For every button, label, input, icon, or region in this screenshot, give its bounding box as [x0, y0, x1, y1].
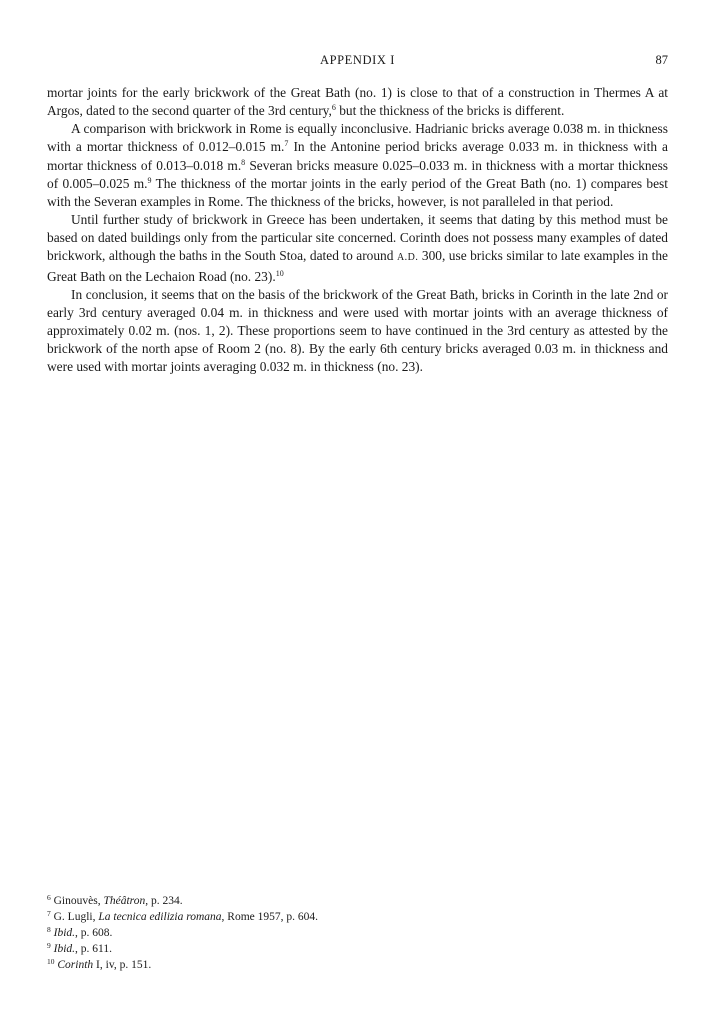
era-abbreviation: A.D.	[396, 252, 419, 264]
footnote-title: Théâtron	[103, 895, 146, 907]
footnote-text: , p. 608.	[75, 927, 113, 939]
footnote-text: G. Lugli,	[50, 911, 99, 923]
footnote-8	[47, 925, 668, 941]
footnote-10	[47, 957, 668, 973]
text-run: but the thickness of the bricks is different.	[335, 103, 565, 119]
footnote-text: I, iv, p. 151.	[93, 959, 152, 971]
footnote-number: 6	[47, 893, 51, 902]
text-run: 300, use bricks similar to late examples in the Great Bath on the Lechaion Road (no. 23).	[47, 248, 668, 284]
paragraph-1	[47, 84, 668, 120]
footnote-text: , p. 611.	[75, 943, 112, 955]
text-run: A comparison with brickwork in Rome is equally inconclusive. Hadrianic bricks average 0.038 m. in thickness with a mortar thickness of 0.012–0.015 m.	[47, 121, 668, 155]
text-run: In the Antonine period bricks average 0.033 m. in thickness with a mortar thickness of 0.013–0.018 m.	[47, 139, 668, 173]
footnote-ref-8[interactable]: 8	[241, 157, 246, 167]
text-run: mortar joints for the early brickwork of the Great Bath (no. 1) is close to that of a construction in Thermes A at Argos, dated to the second quarter of the 3rd century,	[47, 85, 668, 119]
paragraph-4	[47, 286, 668, 377]
footnote-title: Corinth	[57, 959, 94, 971]
text-run: Severan bricks measure 0.025–0.033 m. in thickness with a mortar thickness of 0.005–0.025 m.	[47, 157, 668, 191]
footnote-7	[47, 909, 668, 925]
footnote-text: , p. 234.	[145, 895, 183, 907]
footnote-title: La tecnica edilizia romana	[98, 911, 222, 923]
footnote-text: , Rome 1957, p. 604.	[221, 911, 319, 923]
footnote-9	[47, 941, 668, 957]
footnote-6	[47, 893, 668, 909]
body-text	[47, 84, 668, 377]
paragraph-3	[47, 211, 668, 286]
paragraph-2	[47, 120, 668, 211]
footnote-ref-10[interactable]: 10	[275, 268, 284, 278]
footnote-ref-9[interactable]: 9	[147, 175, 152, 185]
footnote-number: 8	[47, 925, 51, 934]
text-run: The thickness of the mortar joints in the early period of the Great Bath (no. 1) compares best with the Severan examples in Rome. The thickness of the bricks, however, is not paralleled in that period.	[47, 175, 668, 209]
footnote-number: 10	[47, 957, 55, 966]
running-header	[47, 53, 668, 71]
footnote-ref-6[interactable]: 6	[331, 103, 336, 113]
page-number: 87	[655, 53, 668, 67]
running-title: APPENDIX I	[319, 53, 396, 67]
footnote-ref-7[interactable]: 7	[284, 139, 289, 149]
text-run: Until further study of brickwork in Greece has been undertaken, it seems that dating by this method must be based on dated buildings only from the particular site concerned. Corinth does not possess many examples of dated brickwork, although the baths in the South Stoa, dated to around	[47, 212, 668, 264]
text-run: In conclusion, it seems that on the basis of the brickwork of the Great Bath, bricks in Corinth in the late 2nd or early 3rd century averaged 0.04 m. in thickness and were used with mortar joints with an average thickness of approximately 0.02 m. (nos. 1, 2). These proportions seem to have continued in the 3rd century as attested by the brickwork of the north apse of Room 2 (no. 8). By the early 6th century bricks averaged 0.03 m. in thickness and were used with mortar joints averaging 0.032 m. in thickness (no. 23).	[47, 286, 668, 375]
footnote-title: Ibid.	[53, 943, 76, 955]
footnote-title: Ibid.	[53, 927, 76, 939]
footnote-number: 9	[47, 941, 51, 950]
footnotes	[47, 893, 668, 973]
footnote-text: Ginouvès,	[50, 895, 104, 907]
footnote-number: 7	[47, 909, 51, 918]
